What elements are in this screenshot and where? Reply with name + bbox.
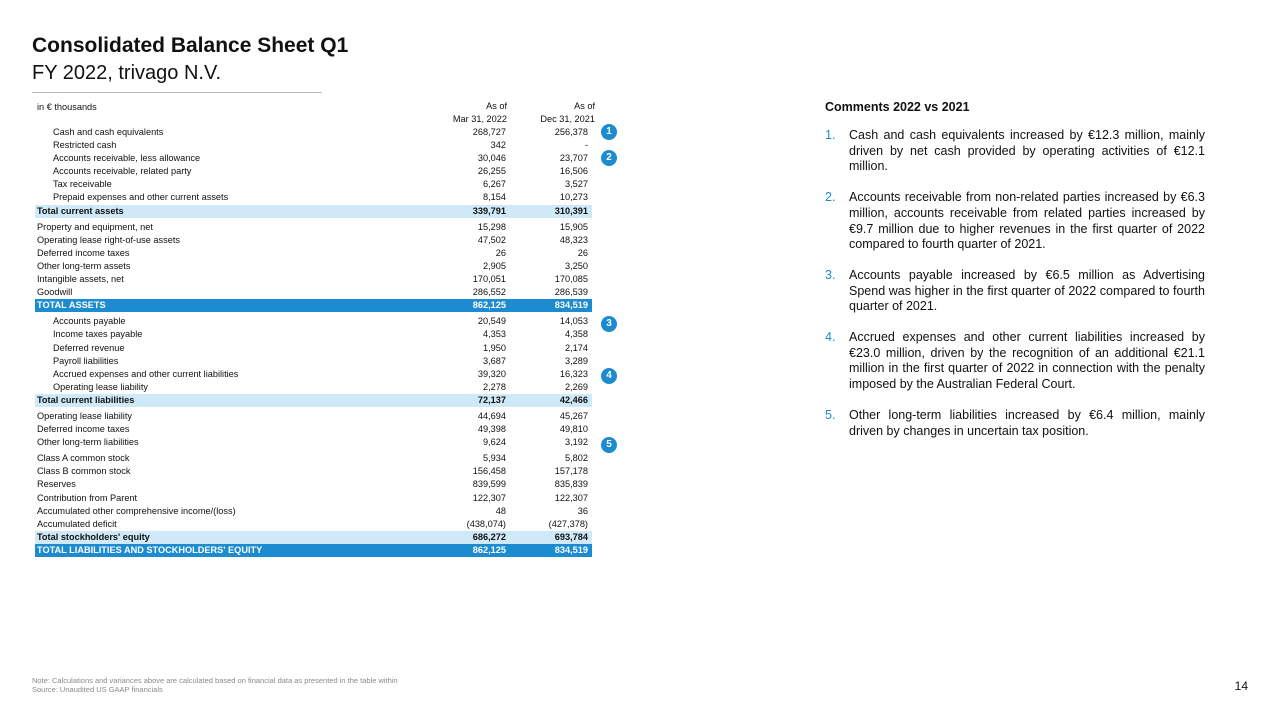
column-header-line: As of — [486, 101, 507, 111]
table-row — [35, 342, 592, 355]
value-dec-2021: 36 — [577, 505, 588, 516]
row-label: Total current assets — [37, 205, 124, 216]
value-dec-2021: (427,378) — [548, 518, 588, 529]
row-label: Restricted cash — [53, 140, 117, 151]
table-row — [35, 260, 592, 273]
value-mar-2022: 6,267 — [483, 179, 506, 190]
value-dec-2021: 693,784 — [554, 531, 588, 542]
table-row — [35, 139, 592, 152]
value-dec-2021: 16,323 — [559, 368, 588, 379]
table-row — [35, 126, 592, 139]
comment-marker-5[interactable]: 5 — [601, 437, 617, 453]
footnote — [32, 676, 398, 694]
row-label: Reserves — [37, 479, 76, 490]
comment-marker-4[interactable]: 4 — [601, 368, 617, 384]
row-label: TOTAL ASSETS — [37, 300, 106, 311]
table-row — [35, 436, 592, 449]
row-label: Prepaid expenses and other current assets — [53, 192, 229, 203]
row-label: Total current liabilities — [37, 394, 135, 405]
value-dec-2021: 3,289 — [565, 355, 588, 366]
comments-list — [825, 128, 1205, 439]
table-row — [35, 452, 592, 465]
grand-total-row — [35, 544, 592, 557]
column-header-line: Dec 31, 2021 — [540, 114, 595, 124]
row-label: Other long-term assets — [37, 260, 131, 271]
table-row — [35, 178, 592, 191]
table-row — [35, 423, 592, 436]
comment-item — [825, 268, 1205, 315]
value-dec-2021: 256,378 — [554, 127, 588, 137]
table-row — [35, 234, 592, 247]
comment-number: 2. — [825, 190, 836, 205]
value-dec-2021: 170,085 — [554, 274, 588, 285]
page-number: 14 — [1234, 679, 1248, 693]
table-row — [35, 492, 592, 505]
comment-marker-3[interactable]: 3 — [601, 316, 617, 332]
row-label: Income taxes payable — [53, 329, 143, 340]
value-mar-2022: 156,458 — [472, 466, 506, 477]
comment-text: Accrued expenses and other current liabilities increased by €23.0 million, driven by the recognition of an additional €21.1 million in the first quarter of 2022 in connection with the penalty imposed by the Australian Federal Court. — [849, 330, 1205, 392]
value-dec-2021: 5,802 — [565, 453, 588, 464]
title-divider — [32, 92, 322, 93]
row-label: Intangible assets, net — [37, 274, 124, 285]
row-label: Contribution from Parent — [37, 492, 138, 503]
comment-item — [825, 190, 1205, 253]
value-mar-2022: 47,502 — [477, 234, 506, 245]
comment-item — [825, 408, 1205, 439]
value-mar-2022: 862,125 — [472, 544, 506, 555]
value-mar-2022: 48 — [495, 505, 506, 516]
value-dec-2021: 42,466 — [559, 394, 588, 405]
comment-text: Accounts receivable from non-related parties increased by €6.3 million, accounts receivable from related parties increased by €9.7 million due to higher revenues in the first quarter of 2022 compared to fourth quarter of 2021. — [849, 190, 1205, 252]
value-mar-2022: 4,353 — [483, 329, 506, 340]
comment-text: Cash and cash equivalents increased by €12.3 million, mainly driven by net cash provided by operating activities of €12.1 million. — [849, 128, 1205, 174]
row-label: Tax receivable — [53, 179, 112, 190]
value-mar-2022: 20,549 — [477, 316, 506, 327]
value-mar-2022: 286,552 — [472, 287, 506, 298]
value-mar-2022: 2,278 — [483, 381, 506, 392]
row-label: Class A common stock — [37, 453, 130, 464]
value-mar-2022: 39,320 — [477, 368, 506, 379]
table-row — [35, 505, 592, 518]
row-label: Operating lease liability — [37, 410, 132, 421]
value-dec-2021: 3,527 — [565, 179, 588, 190]
table-row — [35, 247, 592, 260]
row-label: TOTAL LIABILITIES AND STOCKHOLDERS' EQUITY — [37, 544, 263, 555]
footnote-note: Note: Calculations and variances above are calculated based on financial data as presented in the table within — [32, 676, 398, 685]
value-mar-2022: 3,687 — [483, 355, 506, 366]
row-label: Goodwill — [37, 287, 73, 298]
table-row — [35, 152, 592, 165]
row-label: Deferred income taxes — [37, 247, 130, 258]
table-row — [35, 328, 592, 341]
comment-text: Other long-term liabilities increased by €6.4 million, mainly driven by changes in uncertain tax position. — [849, 407, 1205, 438]
comment-marker-1[interactable]: 1 — [601, 124, 617, 140]
table-row — [35, 381, 592, 394]
value-dec-2021: 834,519 — [554, 544, 588, 555]
value-mar-2022: 72,137 — [477, 394, 506, 405]
comment-number: 5. — [825, 407, 836, 422]
value-dec-2021: - — [584, 140, 588, 151]
row-label: Other long-term liabilities — [37, 437, 139, 448]
value-dec-2021: 3,192 — [565, 437, 588, 448]
value-mar-2022: 26 — [495, 247, 506, 258]
value-dec-2021: 48,323 — [559, 234, 588, 245]
comment-marker-2[interactable]: 2 — [601, 150, 617, 166]
table-header — [35, 100, 595, 126]
row-label: Operating lease right-of-use assets — [37, 234, 180, 245]
column-header-line: As of — [574, 101, 595, 111]
value-dec-2021: 23,707 — [559, 153, 588, 164]
comment-number: 3. — [825, 267, 836, 282]
subtotal-row — [35, 205, 592, 218]
value-dec-2021: 45,267 — [559, 410, 588, 421]
table-row — [35, 315, 592, 328]
value-dec-2021: 286,539 — [554, 287, 588, 298]
column-header-mar-2022 — [417, 100, 507, 126]
row-label: Accounts receivable, related party — [53, 166, 192, 177]
row-label: Property and equipment, net — [37, 221, 153, 232]
value-mar-2022: 49,398 — [477, 424, 506, 435]
value-mar-2022: 686,272 — [472, 531, 506, 542]
value-dec-2021: 835,839 — [554, 479, 588, 490]
table-row — [35, 368, 592, 381]
value-mar-2022: 26,255 — [477, 166, 506, 177]
row-label: Class B common stock — [37, 466, 131, 477]
value-mar-2022: 15,298 — [477, 221, 506, 232]
value-mar-2022: 1,950 — [483, 342, 506, 353]
row-label: Deferred revenue — [53, 342, 125, 353]
table-row — [35, 478, 592, 491]
table-row — [35, 286, 592, 299]
value-dec-2021: 157,178 — [554, 466, 588, 477]
value-mar-2022: 342 — [490, 140, 506, 151]
row-label: Operating lease liability — [53, 381, 148, 392]
footnote-source: Source: Unaudited US GAAP financials — [32, 685, 163, 694]
value-dec-2021: 2,269 — [565, 381, 588, 392]
value-mar-2022: (438,074) — [466, 518, 506, 529]
column-header-line: Mar 31, 2022 — [452, 114, 507, 124]
balance-sheet-table — [35, 100, 595, 557]
value-mar-2022: 2,905 — [483, 260, 506, 271]
comments-heading: Comments 2022 vs 2021 — [825, 100, 970, 114]
table-row — [35, 465, 592, 478]
value-mar-2022: 44,694 — [477, 410, 506, 421]
row-label: Deferred income taxes — [37, 424, 130, 435]
value-dec-2021: 2,174 — [565, 342, 588, 353]
table-row — [35, 221, 592, 234]
page-subtitle: FY 2022, trivago N.V. — [32, 62, 222, 84]
table-row — [35, 165, 592, 178]
row-label: Accumulated other comprehensive income/(loss) — [37, 505, 236, 516]
table-row — [35, 355, 592, 368]
value-mar-2022: 122,307 — [472, 492, 506, 503]
row-label: Total stockholders' equity — [37, 531, 150, 542]
subtotal-row — [35, 531, 592, 544]
unit-label: in € thousands — [37, 102, 97, 112]
value-mar-2022: 9,624 — [483, 437, 506, 448]
comment-number: 1. — [825, 128, 836, 142]
comment-item — [825, 330, 1205, 393]
page-title: Consolidated Balance Sheet Q1 — [32, 34, 349, 57]
value-mar-2022: 8,154 — [483, 192, 506, 203]
value-mar-2022: 170,051 — [472, 274, 506, 285]
table-row — [35, 518, 592, 531]
grand-total-row — [35, 299, 592, 312]
comment-number: 4. — [825, 330, 836, 345]
column-header-dec-2021 — [505, 100, 595, 126]
table-row — [35, 273, 592, 286]
value-mar-2022: 30,046 — [477, 153, 506, 164]
row-label: Accounts receivable, less allowance — [53, 153, 201, 164]
value-dec-2021: 3,250 — [565, 260, 588, 271]
comment-text: Accounts payable increased by €6.5 million as Advertising Spend was higher in the first quarter of 2022 compared to fourth quarter of 2021. — [849, 267, 1205, 314]
value-dec-2021: 310,391 — [554, 205, 588, 216]
value-mar-2022: 339,791 — [472, 205, 506, 216]
value-mar-2022: 862,125 — [472, 300, 506, 311]
value-dec-2021: 4,358 — [565, 329, 588, 340]
value-mar-2022: 839,599 — [472, 479, 506, 490]
subtotal-row — [35, 394, 592, 407]
table-row — [35, 191, 592, 204]
table-row — [35, 410, 592, 423]
value-dec-2021: 26 — [577, 247, 588, 258]
row-label: Accounts payable — [53, 316, 126, 327]
value-dec-2021: 834,519 — [554, 300, 588, 311]
value-mar-2022: 268,727 — [472, 127, 506, 137]
value-dec-2021: 49,810 — [559, 424, 588, 435]
table-body — [35, 126, 592, 557]
value-dec-2021: 122,307 — [554, 492, 588, 503]
value-dec-2021: 16,506 — [559, 166, 588, 177]
comments-panel — [825, 100, 1205, 454]
row-label: Accumulated deficit — [37, 518, 117, 529]
value-mar-2022: 5,934 — [483, 453, 506, 464]
row-label: Cash and cash equivalents — [53, 127, 164, 137]
row-label: Accrued expenses and other current liabilities — [53, 368, 239, 379]
value-dec-2021: 15,905 — [559, 221, 588, 232]
value-dec-2021: 14,053 — [559, 316, 588, 327]
comment-item — [825, 128, 1205, 175]
row-label: Payroll liabilities — [53, 355, 119, 366]
value-dec-2021: 10,273 — [559, 192, 588, 203]
